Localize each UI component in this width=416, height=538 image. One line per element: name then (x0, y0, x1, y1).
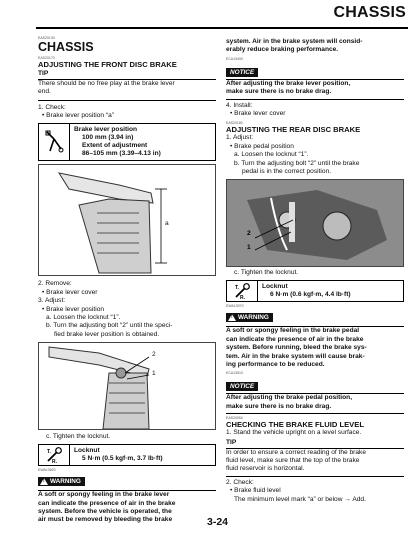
page-header-title: CHASSIS (333, 4, 406, 21)
warning-badge (226, 313, 273, 322)
spec-box (38, 123, 216, 162)
notice-text: make sure there is no brake drag. (226, 88, 332, 96)
warning-text: system. Air in the brake system will consid- (226, 38, 363, 45)
tip-text: fluid level, make sure that the top of the brake (226, 456, 360, 464)
substep-text: a. Loosen the locknut “1”. (46, 314, 121, 322)
doc-code: EAS20130 (38, 36, 55, 40)
spec-line: Extent of adjustment (82, 142, 148, 150)
figure-label: 1 (152, 370, 156, 378)
substep-text: c. Tighten the locknut. (234, 269, 299, 277)
step-text: 2. Remove: (38, 280, 72, 288)
figure-label: 2 (247, 230, 251, 238)
tip-end-rule (226, 476, 404, 477)
spec-line: 86–105 mm (3.39–4.13 in) (82, 150, 161, 158)
spec-line: Locknut (74, 446, 100, 454)
step-bullet: • Brake pedal position (230, 142, 294, 150)
warning-text: system. Before running, bleed the brake sys- (226, 344, 367, 352)
svg-text:R.: R. (240, 295, 245, 301)
substep-text: b. Turn the adjusting bolt “2” until the brake (234, 159, 360, 167)
step-text: 3. Adjust: (38, 297, 66, 305)
warning-label: WARNING (238, 314, 269, 322)
page-number: 3-24 (207, 516, 229, 528)
warning-text: system. Before the vehicle is operated, the (38, 507, 172, 515)
substep-text: c. Tighten the locknut. (46, 433, 111, 441)
warning-badge (38, 477, 85, 486)
doc-code: EAS20170 (38, 56, 55, 60)
doc-code: EWA13620 (38, 468, 56, 473)
doc-code: EAS20180 (226, 121, 243, 126)
doc-code: EAS20054 (226, 416, 243, 421)
step-bullet: • Brake lever cover (230, 110, 286, 118)
tools-icon (39, 124, 70, 161)
step-bullet: • Brake lever position (42, 305, 105, 313)
spec-line: 6 N·m (0.6 kgf·m, 4.4 lb·ft) (270, 291, 351, 299)
doc-code: ECA13510 (226, 371, 243, 376)
notice-text: After adjusting the brake pedal position, (226, 394, 353, 402)
warning-text: air must be removed by bleeding the brake (38, 516, 173, 524)
notice-end-rule (226, 99, 404, 100)
left-column (38, 36, 216, 525)
torque-wrench-icon (227, 281, 258, 301)
notice-text: After adjusting the brake lever position, (226, 79, 351, 87)
right-column (226, 38, 404, 504)
section-title: CHASSIS (38, 40, 94, 54)
notice-end-rule (226, 413, 404, 414)
spec-box (38, 444, 216, 466)
substep-text: b. Turn the adjusting bolt “2” until the speci- (46, 322, 173, 330)
figure-label: a (165, 220, 169, 228)
subsection-title: ADJUSTING THE REAR DISC BRAKE (226, 125, 361, 135)
svg-text:R.: R. (52, 458, 57, 464)
step-text: The minimum level mark “a” or below → Add. (234, 495, 366, 503)
tip-label: TIP (38, 70, 216, 80)
header-rule (36, 27, 408, 29)
step-bullet: • Brake fluid level (230, 487, 281, 495)
warning-triangle-icon (40, 478, 48, 485)
tip-label: TIP (226, 439, 404, 449)
warning-text: A soft or spongy feeling in the brake pedal (226, 327, 360, 335)
svg-text:T.: T. (47, 448, 51, 455)
warning-label: WARNING (50, 478, 81, 486)
subsection-title: ADJUSTING THE FRONT DISC BRAKE (38, 60, 177, 69)
substep-text: pedal is in the correct position. (242, 168, 332, 176)
warning-text: A soft or spongy feeling in the brake lever (38, 491, 170, 499)
notice-badge: NOTICE (226, 68, 258, 77)
step-text: 1. Stand the vehicle upright on a level surface. (226, 429, 362, 437)
spec-line: 5 N·m (0.5 kgf·m, 3.7 lb·ft) (82, 454, 163, 462)
spec-line: Brake lever position (74, 125, 138, 133)
step-bullet: • Brake lever cover (42, 288, 98, 296)
warning-text: can indicate the presence of air in the brake (38, 499, 176, 507)
spec-line: 100 mm (3.94 in) (82, 133, 134, 141)
step-text: 1. Adjust: (226, 134, 254, 142)
notice-text: make sure there is no brake drag. (226, 402, 332, 410)
doc-code: EWA13070 (226, 304, 244, 309)
tip-text: end. (38, 88, 51, 96)
step-text: 4. Install: (226, 101, 253, 109)
step-bullet: • Brake lever position “a” (42, 112, 114, 120)
substep-text: a. Loosen the locknut “1”. (234, 151, 309, 159)
doc-code: ECA13490 (226, 56, 243, 61)
figure-label: 1 (247, 244, 251, 252)
warning-text: ing performance to be reduced. (226, 360, 325, 368)
torque-wrench-icon (39, 445, 70, 465)
step-text: 2. Check: (226, 478, 254, 486)
tip-text: In order to ensure a correct reading of the brake (226, 448, 367, 456)
svg-text:T.: T. (235, 285, 239, 292)
notice-badge: NOTICE (226, 382, 258, 391)
figure-label: 2 (152, 351, 156, 359)
tip-text: fluid reservoir is horizontal. (226, 465, 305, 473)
subsection-title: CHECKING THE BRAKE FLUID LEVEL (226, 420, 364, 430)
rear-brake-figure (226, 179, 404, 267)
warning-text: erably reduce braking performance. (226, 46, 339, 54)
lever-adjuster-figure (38, 342, 216, 430)
warning-text: can indicate the presence of air in the brake (226, 335, 364, 343)
spec-line: Locknut (262, 282, 288, 290)
spec-box (226, 280, 404, 302)
warning-text: tem. Air in the brake system will cause brak- (226, 352, 365, 360)
brake-lever-figure (38, 164, 216, 276)
warning-triangle-icon (228, 314, 236, 321)
step-text: 1. Check: (38, 103, 66, 111)
tip-text: There should be no free play at the brake lever (38, 80, 175, 87)
tip-end-rule (38, 100, 216, 101)
substep-text: fied brake lever position is obtained. (54, 330, 160, 338)
